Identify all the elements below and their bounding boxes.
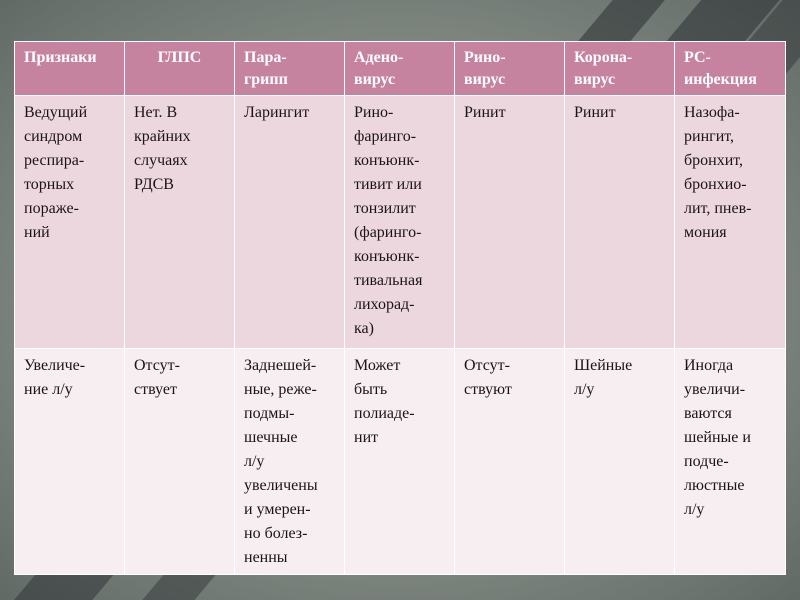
table-cell — [345, 349, 455, 575]
header-cell-coronavirus — [565, 42, 675, 96]
header-label: Адено- вирус — [354, 49, 404, 88]
table-cell — [235, 96, 345, 349]
header-cell-signs — [15, 42, 125, 96]
table-cell — [565, 349, 675, 575]
header-label: ГЛПС — [157, 49, 202, 66]
table-cell — [455, 349, 565, 575]
table-cell — [675, 349, 786, 575]
cell-text: Ринит — [574, 104, 616, 121]
cell-text: Ведущий синдром респира- торных пораже- ний — [24, 104, 88, 241]
table-row — [15, 349, 786, 575]
cell-text: Отсут- ствуют — [464, 357, 512, 398]
header-label: Рино- вирус — [464, 49, 506, 88]
header-label: Пара- грипп — [244, 49, 288, 88]
table-cell — [125, 349, 235, 575]
cell-text: Отсут- ствует — [134, 357, 180, 398]
table-cell — [15, 96, 125, 349]
header-cell-glps — [125, 42, 235, 96]
header-label: Признаки — [24, 49, 97, 66]
cell-text: Назофа- рингит, бронхит, бронхио- лит, пнев- мония — [684, 104, 752, 241]
cell-text: Шейные л/у — [574, 357, 633, 398]
header-label: РС- инфекция — [684, 49, 757, 88]
cell-text: Может быть полиаде- нит — [354, 357, 415, 446]
table-cell — [15, 349, 125, 575]
table-cell — [455, 96, 565, 349]
table-cell — [235, 349, 345, 575]
table-cell — [675, 96, 786, 349]
table-header-row — [15, 42, 786, 96]
header-cell-rs-infection — [675, 42, 786, 96]
table-cell — [345, 96, 455, 349]
cell-text: Рино- фаринго- конъюнк- тивит или тонзилит (фаринго- конъюнк- тивальная лихорад- ка) — [354, 104, 423, 337]
header-cell-parainfluenza — [235, 42, 345, 96]
cell-text: Иногда увеличи- ваются шейные и подче- люстные л/у — [684, 357, 751, 518]
cell-text: Заднешей- ные, реже- подмы- шечные л/у увеличены и умерен- но болез- ненны — [244, 357, 318, 566]
header-label: Корона- вирус — [574, 49, 633, 88]
table-row — [15, 96, 786, 349]
cell-text: Нет. В крайних случаях РДСВ — [134, 104, 191, 193]
cell-text: Увеличе- ние л/у — [24, 357, 86, 398]
cell-text: Ринит — [464, 104, 506, 121]
table-cell — [565, 96, 675, 349]
header-cell-rhinovirus — [455, 42, 565, 96]
header-cell-adenovirus — [345, 42, 455, 96]
cell-text: Ларингит — [244, 104, 310, 121]
comparison-table — [14, 41, 786, 575]
table-cell — [125, 96, 235, 349]
